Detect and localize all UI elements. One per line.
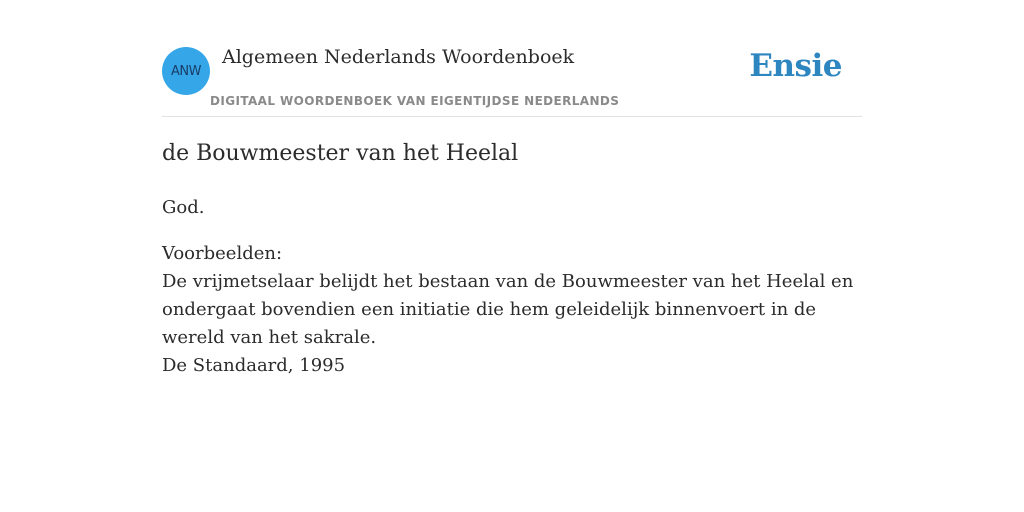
example-text: De vrijmetselaar belijdt het bestaan van de Bouwmeester van het Heelal en ondergaat bovendien een initiatie die hem geleidelijk binnenvoert in de wereld van het sakrale. [162, 271, 854, 348]
site-header [162, 40, 862, 117]
examples-label: Voorbeelden: [162, 243, 283, 264]
entry-headword: de Bouwmeester van het Heelal [162, 141, 519, 166]
dictionary-title[interactable]: Algemeen Nederlands Woordenboek [222, 46, 575, 68]
ensie-logo[interactable]: Ensie [749, 48, 842, 84]
entry-definition: God. [162, 197, 205, 218]
examples-section [162, 240, 862, 380]
anw-logo[interactable]: ANW [162, 47, 210, 95]
example-source: De Standaard, 1995 [162, 355, 346, 376]
dictionary-subtitle: DIGITAAL WOORDENBOEK VAN EIGENTIJDSE NEDERLANDS [210, 94, 620, 108]
entry-content [162, 138, 862, 380]
